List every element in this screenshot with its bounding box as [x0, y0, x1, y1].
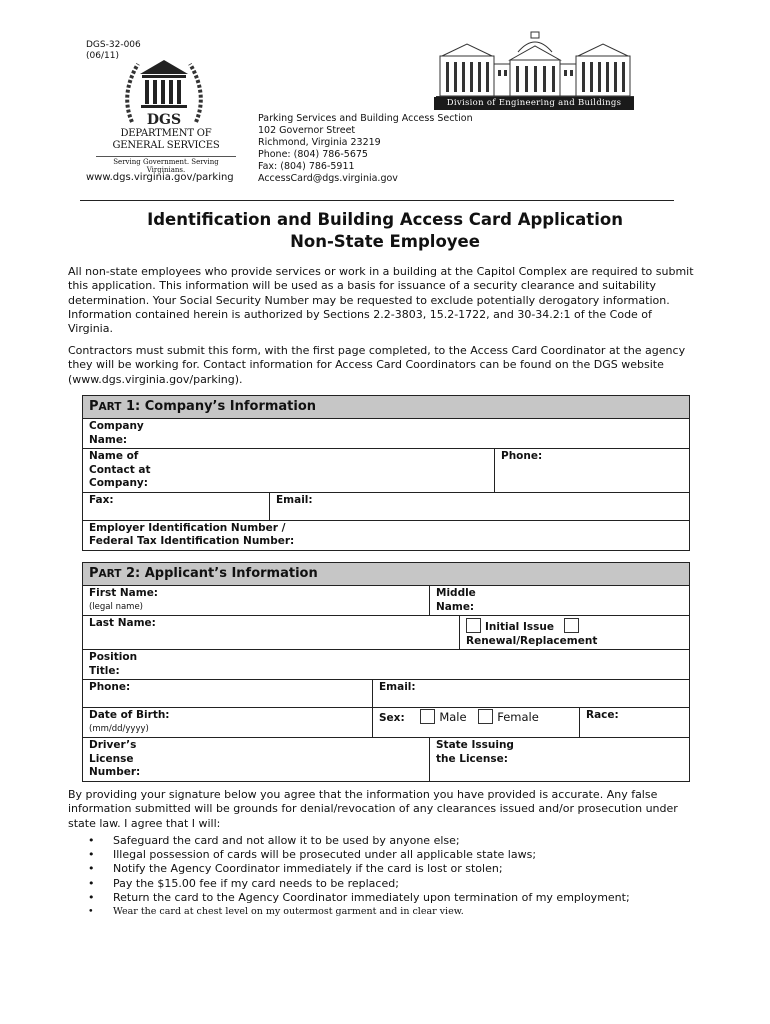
contact-name-label: Name of Contact at Company: — [89, 450, 151, 489]
form-subtitle: Non-State Employee — [290, 232, 480, 251]
header-divider — [80, 200, 674, 201]
company-name-label: Company Name: — [89, 420, 144, 446]
list-item: • Pay the $15.00 fee if my card needs to be replaced; — [88, 876, 399, 890]
middle-name-label: Middle Name: — [436, 587, 476, 613]
agreement-paragraph: By providing your signature below you agree that the information you have provided is accurate. Any false information submitted will be grounds for denial/revocation of any clearances issued and/or prosecution under state law. I agree that I will: — [68, 788, 678, 830]
first-name-field[interactable] — [83, 586, 430, 616]
website-link[interactable]: www.dgs.virginia.gov/parking — [86, 172, 234, 183]
company-name-field[interactable] — [83, 419, 690, 449]
form-date: (06/11) — [86, 51, 119, 61]
female-label: Female — [497, 710, 539, 724]
contact-block — [258, 113, 473, 185]
division-banner: Division of Engineering and Buildings — [434, 97, 634, 110]
last-name-label: Last Name: — [89, 617, 156, 629]
sex-label: Sex: — [379, 712, 405, 724]
renewal-label: Renewal/Replacement — [466, 634, 598, 647]
company-phone-label: Phone: — [501, 450, 543, 462]
list-item: • Wear the card at chest level on my outermost garment and in clear view. — [88, 906, 464, 918]
form-number: DGS-32-006 — [86, 40, 141, 50]
form-title: Identification and Building Access Card Application — [147, 210, 623, 229]
dgs-seal-logo — [118, 52, 210, 130]
company-fax-field[interactable] — [83, 492, 270, 520]
list-item: • Safeguard the card and not allow it to be used by anyone else; — [88, 834, 460, 847]
intro-paragraph: All non-state employees who provide services or work in a building at the Capitol Complex are required to submit this application. This information will be used as a basis for issuance of a security clearance and suitability determination. Your Social Security Number may be requested to exclude potentially derogatory information. Information contained herein is authorized by Sections 2.2-3803, 15.2-1722, and 30-34.2:1 of the Code of Virginia. — [68, 265, 694, 336]
dept-line-1: DEPARTMENT OF — [120, 128, 212, 139]
issue-type-options — [460, 616, 690, 650]
race-label: Race: — [586, 709, 619, 721]
dob-field[interactable] — [83, 708, 373, 738]
last-name-field[interactable] — [83, 616, 460, 650]
ein-field[interactable] — [83, 520, 690, 550]
list-item: • Notify the Agency Coordinator immediately if the card is lost or stolen; — [88, 862, 503, 876]
company-fax-label: Fax: — [89, 493, 114, 506]
part1-heading: PART 1: Company’s Information — [83, 396, 690, 419]
dob-label: Date of Birth: — [89, 709, 170, 721]
applicant-phone-field[interactable] — [83, 680, 373, 708]
contact-line: 102 Governor Street — [258, 125, 356, 136]
middle-name-field[interactable] — [430, 586, 690, 616]
ein-label: Employer Identification Number / Federal Tax Identification Number: — [89, 521, 295, 547]
seal-text: DGS — [146, 112, 182, 128]
applicant-phone-label: Phone: — [89, 681, 131, 693]
dept-line-2: GENERAL SERVICES — [112, 140, 220, 151]
capitol-building-illustration — [436, 30, 634, 100]
company-email-label: Email: — [276, 493, 313, 506]
initial-issue-checkbox[interactable] — [466, 618, 481, 633]
contact-line: Parking Services and Building Access Section — [258, 113, 473, 124]
initial-issue-label: Initial Issue — [485, 621, 554, 633]
position-title-field[interactable] — [83, 650, 690, 680]
applicant-email-label: Email: — [379, 681, 416, 693]
female-checkbox[interactable] — [478, 709, 493, 724]
first-name-label: First Name: — [89, 587, 159, 599]
contact-line: Richmond, Virginia 23219 — [258, 137, 381, 148]
sex-field — [373, 708, 580, 738]
department-name — [96, 128, 236, 152]
part2-applicant-table — [82, 562, 690, 782]
contact-email[interactable]: AccessCard@dgs.virginia.gov — [258, 173, 398, 184]
company-email-field[interactable] — [270, 492, 690, 520]
applicant-email-field[interactable] — [373, 680, 690, 708]
license-state-label: State Issuing the License: — [436, 739, 514, 765]
male-label: Male — [439, 710, 467, 724]
slogan: Serving Government. Serving Virginians. — [96, 156, 236, 174]
rules-list — [88, 834, 698, 919]
male-checkbox[interactable] — [420, 709, 435, 724]
first-name-note: (legal name) — [89, 601, 143, 612]
license-state-field[interactable] — [430, 738, 690, 782]
contact-name-field[interactable] — [83, 449, 495, 493]
license-number-label: Driver’s License Number: — [89, 739, 141, 778]
contact-line: Fax: (804) 786-5911 — [258, 161, 355, 172]
race-field[interactable] — [580, 708, 690, 738]
license-number-field[interactable] — [83, 738, 430, 782]
contact-line: Phone: (804) 786-5675 — [258, 149, 368, 160]
renewal-checkbox[interactable] — [564, 618, 579, 633]
company-phone-field[interactable] — [495, 449, 690, 493]
list-item: • Illegal possession of cards will be prosecuted under all applicable state laws; — [88, 848, 537, 862]
list-item: • Return the card to the Agency Coordinator immediately upon termination of my employment; — [88, 890, 630, 904]
dob-note: (mm/dd/yyyy) — [89, 723, 149, 734]
part1-company-table — [82, 395, 690, 551]
position-title-label: Position Title: — [89, 651, 138, 677]
part2-heading: PART 2: Applicant’s Information — [83, 563, 690, 586]
contractor-paragraph: Contractors must submit this form, with the first page completed, to the Access Card Coordinator at the agency they will be working for. Contact information for Access Card Coordinators can be found on the DGS website (www.dgs.virginia.gov/parking). — [68, 344, 686, 386]
